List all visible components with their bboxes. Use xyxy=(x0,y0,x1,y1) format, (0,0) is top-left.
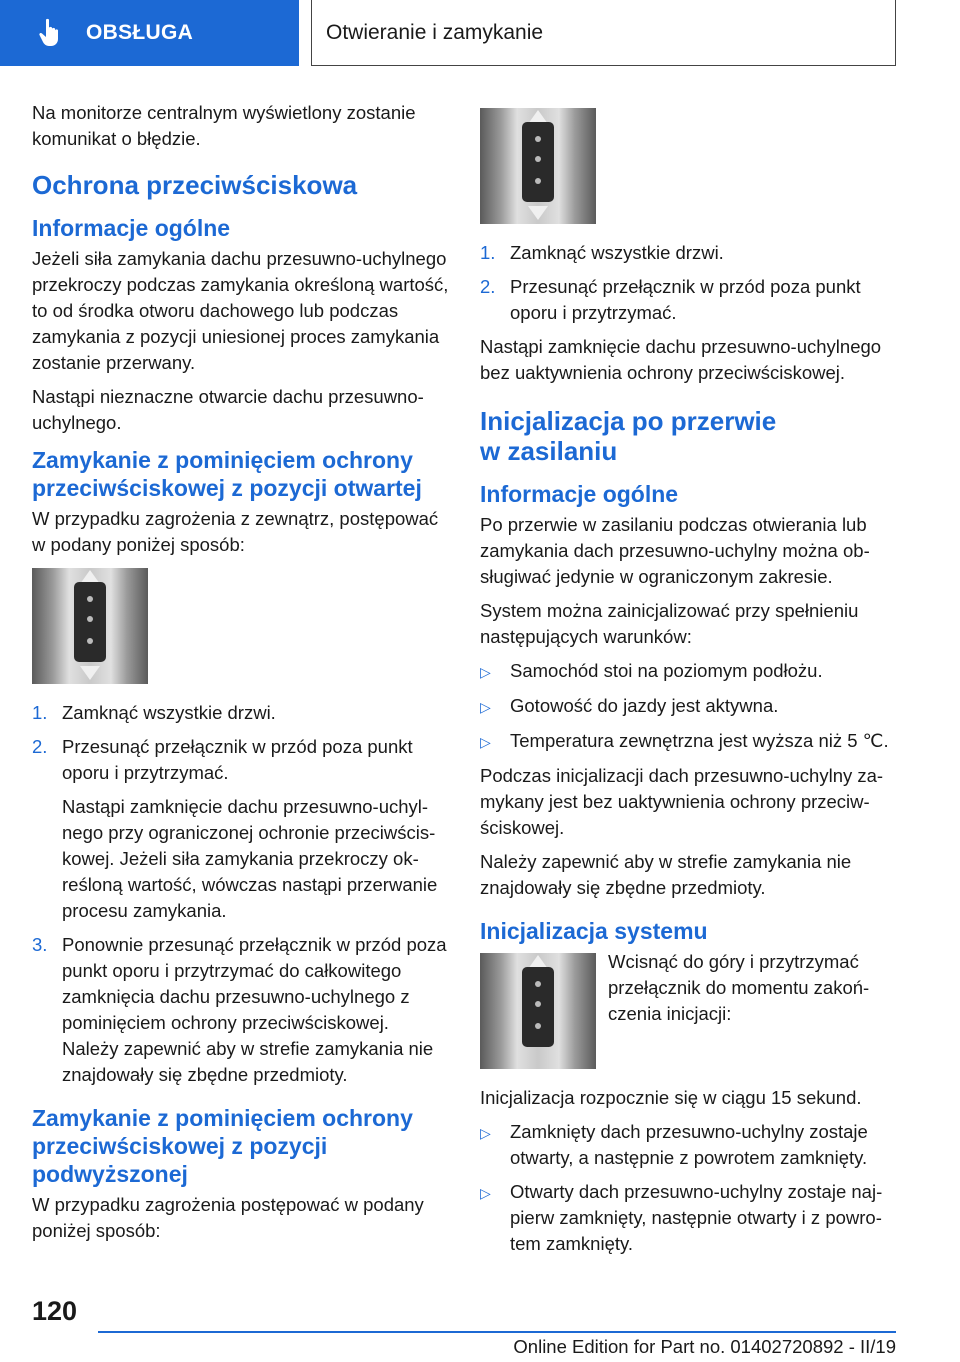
page-number: 120 xyxy=(32,1296,78,1326)
switch-forward-image xyxy=(32,568,148,684)
heading-closing-open: Zamykanie z pominięciem ochrony przeciwściskowej z pozycji otwartej xyxy=(32,447,422,501)
init-paragraph-4: Należy zapewnić aby w strefie zamykania nie znajdowały się zbędne przedmioty. xyxy=(480,851,852,898)
roof-switch-panel xyxy=(522,122,554,202)
general-paragraph-2: Nastąpi nieznaczne otwarcie dachu przesuwno-uchylnego. xyxy=(32,386,424,433)
page-header xyxy=(0,0,960,66)
left-column xyxy=(32,100,450,1252)
list-item: 2. Przesunąć przełącznik w przód poza punkt oporu i przytrzymać. Nastąpi zamknięcie dachu przesuwno-uchylnego przy ograniczonej ochronie przeciwściskowej. Jeżeli siła zamykania przekroczy określoną wartość, wówczas nastąpi przerwanie procesu zamykania. xyxy=(32,736,438,921)
arrow-down-icon xyxy=(528,206,548,220)
list-item: ▷ Zamknięty dach przesuwno-uchylny zostaje otwarty, a następnie z powrotem zamknięty. xyxy=(480,1119,898,1171)
heading-general-info: Informacje ogólne xyxy=(32,215,231,241)
roof-switch-panel xyxy=(74,582,106,662)
list-item: 2. Przesunąć przełącznik w przód poza punkt oporu i przytrzymać. xyxy=(480,276,861,323)
heading-general-info-2: Informacje ogólne xyxy=(480,481,679,507)
page-footer xyxy=(0,1296,960,1362)
switch-up-image xyxy=(480,953,596,1069)
init-paragraph-2: System można zainicjalizować przy spełnieniu następujących warunków: xyxy=(480,600,859,647)
footer-divider xyxy=(98,1331,896,1333)
chapter-title-box xyxy=(311,0,896,66)
hand-pointer-icon xyxy=(38,17,66,49)
list-item: ▷ Samochód stoi na poziomym podłożu. xyxy=(480,658,898,685)
right-column xyxy=(480,108,898,1265)
init-paragraph-1: Po przerwie w zasilaniu podczas otwierania lub zamykania dach przesuwno-uchylny można obsługiwać jedynie w ograniczonym zakresie. xyxy=(480,514,870,587)
list-item: ▷ Gotowość do jazdy jest aktywna. xyxy=(480,693,898,720)
closing-raised-paragraph: W przypadku zagrożenia postępować w podany poniżej sposób: xyxy=(32,1194,424,1241)
closing-raised-steps xyxy=(480,240,898,326)
system-init-paragraph: Wcisnąć do góry i przytrzymać przełącznik do momentu zakończenia inicjacji: xyxy=(608,951,870,1024)
list-item: 1. Zamknąć wszystkie drzwi. xyxy=(32,702,276,723)
chapter-title: Otwieranie i zamykanie xyxy=(326,20,544,44)
closing-open-paragraph: W przypadku zagrożenia z zewnątrz, postępować w podany poniżej sposób: xyxy=(32,508,439,555)
heading-init-after-power-loss: Inicjalizacja po przerwie w zasilaniu xyxy=(480,406,777,466)
init-outcomes xyxy=(480,1119,898,1257)
section-tab[interactable] xyxy=(0,0,299,66)
general-paragraph-1: Jeżeli siła zamykania dachu przesuwno-uchylnego przekroczy podczas zamykania określoną wartość, to od środka otworu dachowego lub podczas zamykania z pozycji uniesionej proces zamykania zostanie przerwany. xyxy=(32,248,449,373)
intro-text: Na monitorze centralnym wyświetlony zostanie komunikat o błędzie. xyxy=(32,102,416,149)
heading-closing-raised: Zamykanie z pominięciem ochrony przeciwściskowej z pozycji podwyższonej xyxy=(32,1105,413,1187)
list-item: ▷ Otwarty dach przesuwno-uchylny zostaje najpierw zamknięty, następnie otwarty i z powrotem zamknięty. xyxy=(480,1179,898,1257)
triangle-bullet-icon: ▷ xyxy=(480,664,491,680)
system-init-block xyxy=(480,949,898,1085)
closing-open-steps xyxy=(32,700,450,1088)
triangle-bullet-icon: ▷ xyxy=(480,699,491,715)
switch-raised-image xyxy=(480,108,596,224)
init-conditions xyxy=(480,658,898,755)
heading-system-init: Inicjalizacja systemu xyxy=(480,918,708,944)
triangle-bullet-icon: ▷ xyxy=(480,1125,491,1141)
arrow-down-icon xyxy=(80,666,100,680)
init-paragraph-3: Podczas inicjalizacji dach przesuwno-uchylny zamykany jest bez uaktywnienia ochrony przeciwściskowej. xyxy=(480,765,884,838)
triangle-bullet-icon: ▷ xyxy=(480,1185,491,1201)
heading-pinch-protection: Ochrona przeciwściskowa xyxy=(32,170,358,200)
roof-switch-panel xyxy=(522,967,554,1047)
list-item: ▷ Temperatura zewnętrzna jest wyższa niż 5 ℃. xyxy=(480,728,898,755)
closing-raised-result: Nastąpi zamknięcie dachu przesuwno-uchylnego bez uaktywnienia ochrony przeciwściskowej. xyxy=(480,336,882,383)
list-item: 1. Zamknąć wszystkie drzwi. xyxy=(480,242,724,263)
list-item: 3. Ponownie przesunąć przełącznik w przód poza punkt oporu i przytrzymać do całkowitego zamknięcia dachu przesuwno-uchylnego z pominięciem ochrony przeciwściskowej. Należy zapewnić aby w strefie zamykania nie znajdowały się zbędne przedmioty. xyxy=(32,934,447,1085)
edition-text: Online Edition for Part no. 01402720892 - II/19 xyxy=(513,1336,896,1357)
triangle-bullet-icon: ▷ xyxy=(480,734,491,750)
section-label: OBSŁUGA xyxy=(86,21,194,44)
init-start-text: Inicjalizacja rozpocznie się w ciągu 15 sekund. xyxy=(480,1087,862,1108)
